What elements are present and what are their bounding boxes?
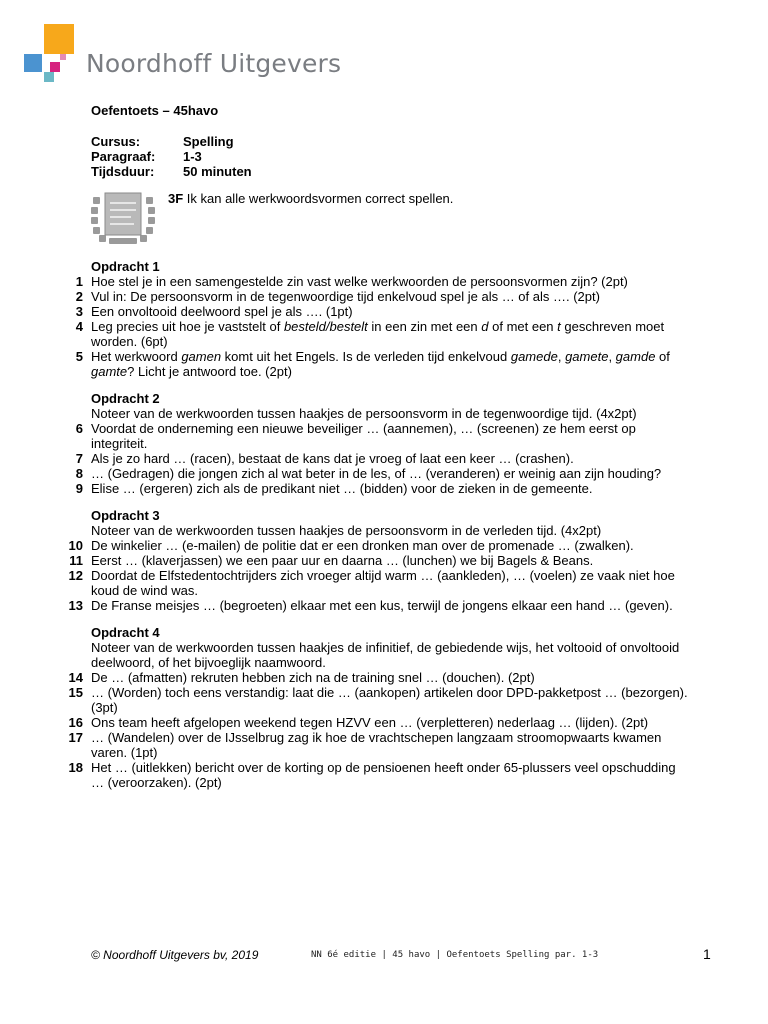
question-number: 5 (75, 349, 83, 364)
question-item (75, 349, 691, 379)
question-number: 8 (75, 466, 83, 481)
logo-square-orange (44, 24, 74, 54)
question-number: 13 (68, 598, 83, 613)
question-number: 7 (75, 451, 83, 466)
question-number: 12 (68, 568, 83, 583)
meta-value: 1-3 (183, 149, 202, 164)
footer-edition: NN 6é editie | 45 havo | Oefentoets Spelling par. 1-3 (311, 950, 599, 960)
question-item (75, 319, 691, 349)
question-item (68, 538, 691, 553)
question-number: 6 (75, 421, 83, 436)
question-text: Een onvoltooid deelwoord spel je als …. (1pt) (91, 304, 353, 319)
section-heading: Opdracht 4 (91, 625, 160, 640)
meta-row (91, 164, 252, 179)
question-text: … (Gedragen) die jongen zich al wat beter in de les, of … (veranderen) er weinig aan zijn houding? (91, 466, 662, 481)
laurel-badge-icon (91, 191, 155, 245)
question-text: De … (afmatten) rekruten hebben zich na de training snel … (douchen). (2pt) (91, 670, 535, 685)
question-text: Ons team heeft afgelopen weekend tegen HZVV een … (verpletteren) nederlaag … (lijden). (2pt) (91, 715, 649, 730)
question-number: 18 (68, 760, 83, 775)
goal-text (168, 191, 453, 206)
question-text: Doordat de Elfstedentochtrijders zich vroeger altijd warm … (aankleden), … (voelen) ze vaak niet hoe koud de wind was. (91, 568, 675, 598)
exercise-section (68, 508, 691, 613)
footer-copyright: © Noordhoff Uitgevers bv, 2019 (91, 948, 259, 962)
question-text: … (Wandelen) over de IJsselbrug zag ik hoe de vrachtschepen langzaam stroomopwaarts kwamen varen. (1pt) (91, 730, 662, 760)
question-text: Hoe stel je in een samengestelde zin vast welke werkwoorden de persoonsvormen zijn? (2pt) (91, 274, 628, 289)
question-item (68, 685, 691, 715)
goal-description: Ik kan alle werkwoordsvormen correct spellen. (183, 191, 454, 206)
meta-key: Cursus: (91, 134, 141, 149)
question-number: 11 (69, 553, 83, 568)
meta-row (91, 149, 252, 164)
learning-goal (91, 191, 691, 245)
question-number: 17 (68, 730, 83, 745)
logo-square-blue (24, 54, 42, 72)
page-number: 1 (703, 946, 711, 962)
document-title: Oefentoets – 45havo (91, 103, 219, 118)
question-number: 14 (68, 670, 83, 685)
question-item (75, 304, 691, 319)
logo-square-pink (60, 54, 66, 60)
question-item (75, 466, 691, 481)
exercise-section (75, 391, 691, 496)
publisher-logo (24, 24, 342, 84)
question-text: Als je zo hard … (racen), bestaat de kans dat je vroeg of laat een keer … (crashen). (91, 451, 574, 466)
section-instruction: Noteer van de werkwoorden tussen haakjes de infinitief, de gebiedende wijs, het voltooid of onvoltooid deelwoord, of het bijvoeglijk naamwoord. (91, 640, 680, 670)
question-text: Leg precies uit hoe je vaststelt of besteld/bestelt in een zin met een d of met een t geschreven moet worden. (6pt) (91, 319, 665, 349)
meta-key: Tijdsduur: (91, 164, 155, 179)
question-number: 10 (68, 538, 83, 553)
question-text: De winkelier … (e-mailen) de politie dat er een dronken man over de promenade … (zwalken). (91, 538, 634, 553)
exercise-section (75, 259, 691, 379)
question-item (75, 421, 691, 451)
goal-level: 3F (168, 191, 184, 206)
question-text: De Franse meisjes … (begroeten) elkaar met een kus, terwijl de jongens elkaar een hand … (geven). (91, 598, 673, 613)
question-item (69, 553, 691, 568)
question-text: Eerst … (klaverjassen) we een paar uur en daarna … (lunchen) we bij Bagels & Beans. (91, 553, 594, 568)
question-text: Het … (uitlekken) bericht over de korting op de pensioenen heeft onder 65-plussers veel opschudding … (veroorzaken). (2pt) (91, 760, 676, 790)
question-text: Vul in: De persoonsvorm in de tegenwoordige tijd enkelvoud spel je als … of als …. (2pt) (91, 289, 600, 304)
question-text: Elise … (ergeren) zich als de predikant niet … (bidden) voor de zieken in de gemeente. (91, 481, 593, 496)
question-number: 9 (75, 481, 83, 496)
question-item (68, 715, 691, 730)
question-item (75, 481, 691, 496)
question-item (68, 568, 691, 598)
question-text: Voordat de onderneming een nieuwe beveiliger … (aannemen), … (screenen) ze hem eerst op integriteit. (91, 421, 636, 451)
logo-square-teal (44, 72, 54, 82)
brand-name: Noordhoff Uitgevers (86, 49, 342, 78)
logo-square-magenta (50, 62, 60, 72)
exercise-section (68, 625, 691, 790)
question-item (68, 670, 691, 685)
question-item (75, 451, 691, 466)
section-instruction: Noteer van de werkwoorden tussen haakjes de persoonsvorm in de tegenwoordige tijd. (4x2pt) (91, 406, 637, 421)
question-text: Het werkwoord gamen komt uit het Engels. Is de verleden tijd enkelvoud gamede, gamete, gamde of gamte? Licht je antwoord toe. (2pt) (91, 349, 670, 379)
question-item (75, 289, 691, 304)
section-heading: Opdracht 1 (91, 259, 160, 274)
document-body (68, 103, 691, 790)
question-text: … (Worden) toch eens verstandig: laat die … (aankopen) artikelen door DPD-pakketpost … (bezorgen). (3pt) (91, 685, 688, 715)
section-instruction: Noteer van de werkwoorden tussen haakjes de persoonsvorm in de verleden tijd. (4x2pt) (91, 523, 602, 538)
question-number: 1 (75, 274, 83, 289)
meta-value: 50 minuten (183, 164, 252, 179)
question-number: 4 (75, 319, 83, 334)
question-number: 2 (75, 289, 83, 304)
meta-value: Spelling (183, 134, 234, 149)
question-item (75, 274, 691, 289)
question-item (68, 598, 691, 613)
question-item (68, 760, 691, 790)
meta-table (91, 134, 252, 179)
section-heading: Opdracht 3 (91, 508, 160, 523)
question-number: 3 (75, 304, 83, 319)
question-item (68, 730, 691, 760)
meta-row (91, 134, 252, 149)
question-number: 15 (68, 685, 83, 700)
meta-key: Paragraaf: (91, 149, 156, 164)
section-heading: Opdracht 2 (91, 391, 160, 406)
exercise-sections (68, 259, 691, 790)
question-number: 16 (68, 715, 83, 730)
